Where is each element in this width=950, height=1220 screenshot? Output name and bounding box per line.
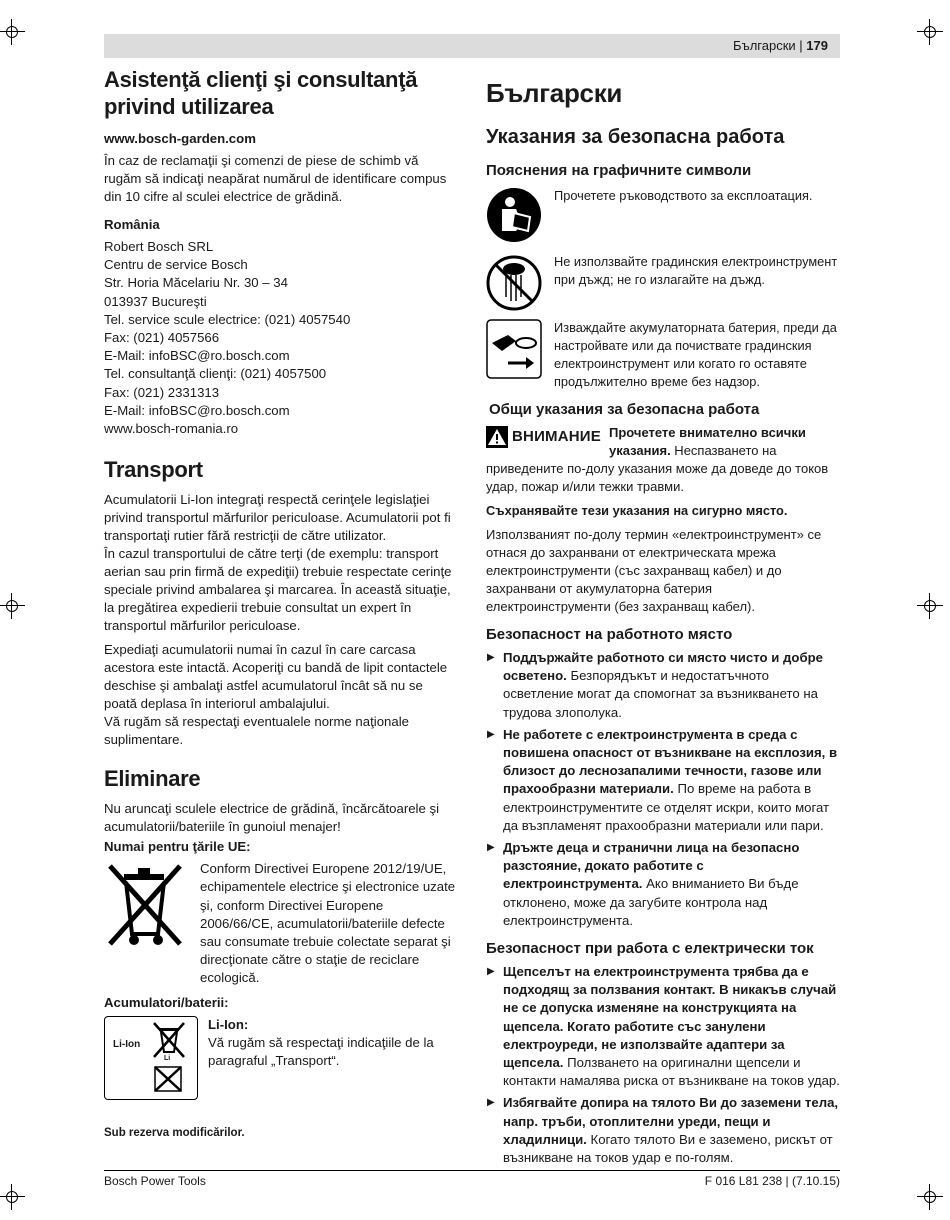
header-language: Български [733,38,796,53]
address-line: E-Mail: infoBSC@ro.bosch.com [104,402,290,418]
address-line: www.bosch-romania.ro [104,421,239,437]
crossed-battery-bin-icon [151,1020,187,1060]
warning-text: Неспазването на приведените по-долу указания може да доведе до токов удар, пожар и/или тежки травми. [486,443,829,494]
transport-paragraph: Expediaţi acumulatorii numai în cazul în care carcasa acestora este intactă. Acoperiţi cu bandă de lipit contactele deschise şi ambalaţi astfel acumulatorul încât să nu se poată deplasa în interiorul ambalajului. [104,642,448,712]
footer-divider [104,1170,840,1171]
list-item: ▶ Избягвайте допира на тялото Ви до заземени тела, напр. тръби, отоплителни уреди, пещи и хладилници. Когато тялото Ви е заземено, рискът от възникване на токов удар е по-голям. [486,1094,840,1167]
read-manual-icon [486,187,542,243]
liion-text: Vă rugăm să respectaţi indicaţiile de la paragraful „Transport“. [208,1034,434,1068]
electric-list [486,963,840,1167]
page-header [104,34,840,58]
safety-title: Указания за безопасна работа [486,126,785,148]
no-rain-icon [486,253,542,309]
warning-bold: Прочетете внимателно всички указания. [609,425,806,458]
crossed-bin-icon [104,860,188,987]
workplace-list [486,649,840,930]
footer-right: F 016 L81 238 | (7.10.15) [704,1174,840,1188]
warning-triangle-icon [486,426,508,448]
crop-mark-icon [917,1184,943,1210]
symbol-text: Прочетете ръководството за експлоатация. [554,188,813,203]
transport-paragraph: În cazul transportului de către terţi (de exemplu: transport aerian sau prin firmă de expediţii) trebuie respectate cerinţe speciale privind ambalarea şi marcarea. În această situaţie, la pregătirea expedierii trebuie consultat un expert în transportul mărfurilor periculoase. [104,546,452,634]
li-label: Li [164,1054,171,1062]
eu-title: Numai pentru ţările UE: [104,839,251,855]
term-definition: Използваният по-долу термин «електроинструмент» се отнася до захранвани от електрическата мрежа електроинструменти (със захранващ кабел) и до захранвани от акумулаторна батерия електроинструменти (без захранващ кабел). [486,527,822,614]
liion-label: Li-Ion [113,1038,141,1050]
list-item: ▶ Не работете с електроинструмента в среда с повишена опасност от възникване на експлозия, в близост до леснозапалими течности, газове или прахообразни материали. По време на работа в електроинструментите се отделят искри, които могат да възпламенят прахообразни материали или пари. [486,726,840,835]
address-line: Str. Horia Măcelariu Nr. 30 – 34 [104,275,288,291]
support-intro: În caz de reclamaţii şi comenzi de piese de schimb vă rugăm să indicaţi neapărat numărul de identificare compus din 10 cifre al sculei electrice de grădină. [104,153,447,204]
address-line: Robert Bosch SRL [104,239,214,254]
symbol-row [486,187,840,243]
electric-title: Безопасност при работа с електрически ток [486,940,814,958]
right-column [486,66,840,1173]
address-line: E-Mail: infoBSC@ro.bosch.com [104,348,290,364]
address-line: Centru de service Bosch [104,257,248,273]
crossed-battery-icon [153,1065,183,1093]
transport-title: Transport [104,457,203,483]
general-safety-title: Общи указания за безопасна работа [489,401,760,418]
country-name: România [104,217,160,232]
support-url: www.bosch-garden.com [104,131,256,146]
warning-block [486,424,840,496]
eu-directive-text: Conform Directivei Europene 2012/19/UE, echipamentele electrice şi electronice uzate şi, conform Directivei Europene 2006/66/CE, acumulatorii/bateriile defecte sau consumate trebuie colectate separat şi direcţionate către o staţie de reciclare ecologică. [200,861,456,986]
crop-mark-icon [0,593,25,619]
address-line: Fax: (021) 2331313 [104,384,220,400]
header-separator: | [799,38,803,53]
symbol-row [486,253,840,309]
crop-mark-icon [917,19,943,45]
left-column [104,66,456,1148]
list-item: ▶ Щепселът на електроинструмента трябва да е подходящ за ползвания контакт. В никакъв случай не се допуска изменяне на конструкцията на щепсела. Когато работите със занулени електроуреди, не използвайте адаптери за щепсела. Ползването на оригинални щепсели и контакти намалява риска от възникване на токов удар. [486,963,840,1090]
symbol-row [486,319,840,391]
transport-paragraph: Acumulatorii Li-Ion integraţi respectă cerinţele legislaţiei privind transportul mărfurilor periculoase. Acumulatorii pot fi transportaţi rutier fără restricţii de către utilizator. [104,492,451,544]
transport-paragraph: Vă rugăm să respectaţi eventualele norme naţionale suplimentare. [104,714,409,748]
reserve-note: Sub rezerva modificărilor. [104,1126,245,1139]
address-line: 013937 Bucureşti [104,293,207,309]
address-line: Tel. service scule electrice: (021) 4057540 [104,311,351,327]
footer-left: Bosch Power Tools [104,1174,206,1188]
list-item: ▶ Дръжте деца и странични лица на безопасно разстояние, докато работите с електроинструмента. Ако вниманието Ви бъде отклонено, може да загубите контрола над електроинструмента. [486,839,840,930]
keep-instructions: Съхранявайте тези указания на сигурно място. [486,503,788,518]
address-line: Tel. consultanţă clienţi: (021) 4057500 [104,366,327,382]
symbol-text: Изваждайте акумулаторната батерия, преди да настройвате или да почиствате градинския електроинструмент или когато го оставяте продължително време без надзор. [554,320,837,389]
list-item: ▶ Поддържайте работното си място чисто и добре осветено. Безпорядъкът и недостатъчното осветление могат да спомогнат за възникването на трудова злополука. [486,649,840,722]
workplace-title: Безопасност на работното място [486,626,733,643]
symbol-text: Не използвайте градинския електроинструмент при дъжд; не го излагайте на дъжд. [554,254,838,287]
crop-mark-icon [0,19,25,45]
warning-label: ВНИМАНИЕ [512,428,601,445]
disposal-title: Eliminare [104,766,201,792]
liion-title: Li-Ion: [208,1016,249,1032]
disposal-paragraph: Nu aruncaţi sculele electrice de grădină, încărcătoarele şi acumulatorii/bateriile în gunoiul menajer! [104,801,439,835]
page-number: 179 [806,38,828,53]
batteries-title: Acumulatori/baterii: [104,994,229,1010]
battery-recycling-label [104,1016,198,1100]
address-line: Fax: (021) 4057566 [104,330,220,346]
address-block [104,238,456,438]
remove-battery-icon [486,319,542,375]
crop-mark-icon [0,1184,25,1210]
support-title: Asistenţă clienţi şi consultanţă privind utilizarea [104,67,418,119]
crop-mark-icon [917,593,943,619]
language-title: Български [486,78,623,108]
symbols-title: Пояснения на графичните символи [486,162,752,179]
